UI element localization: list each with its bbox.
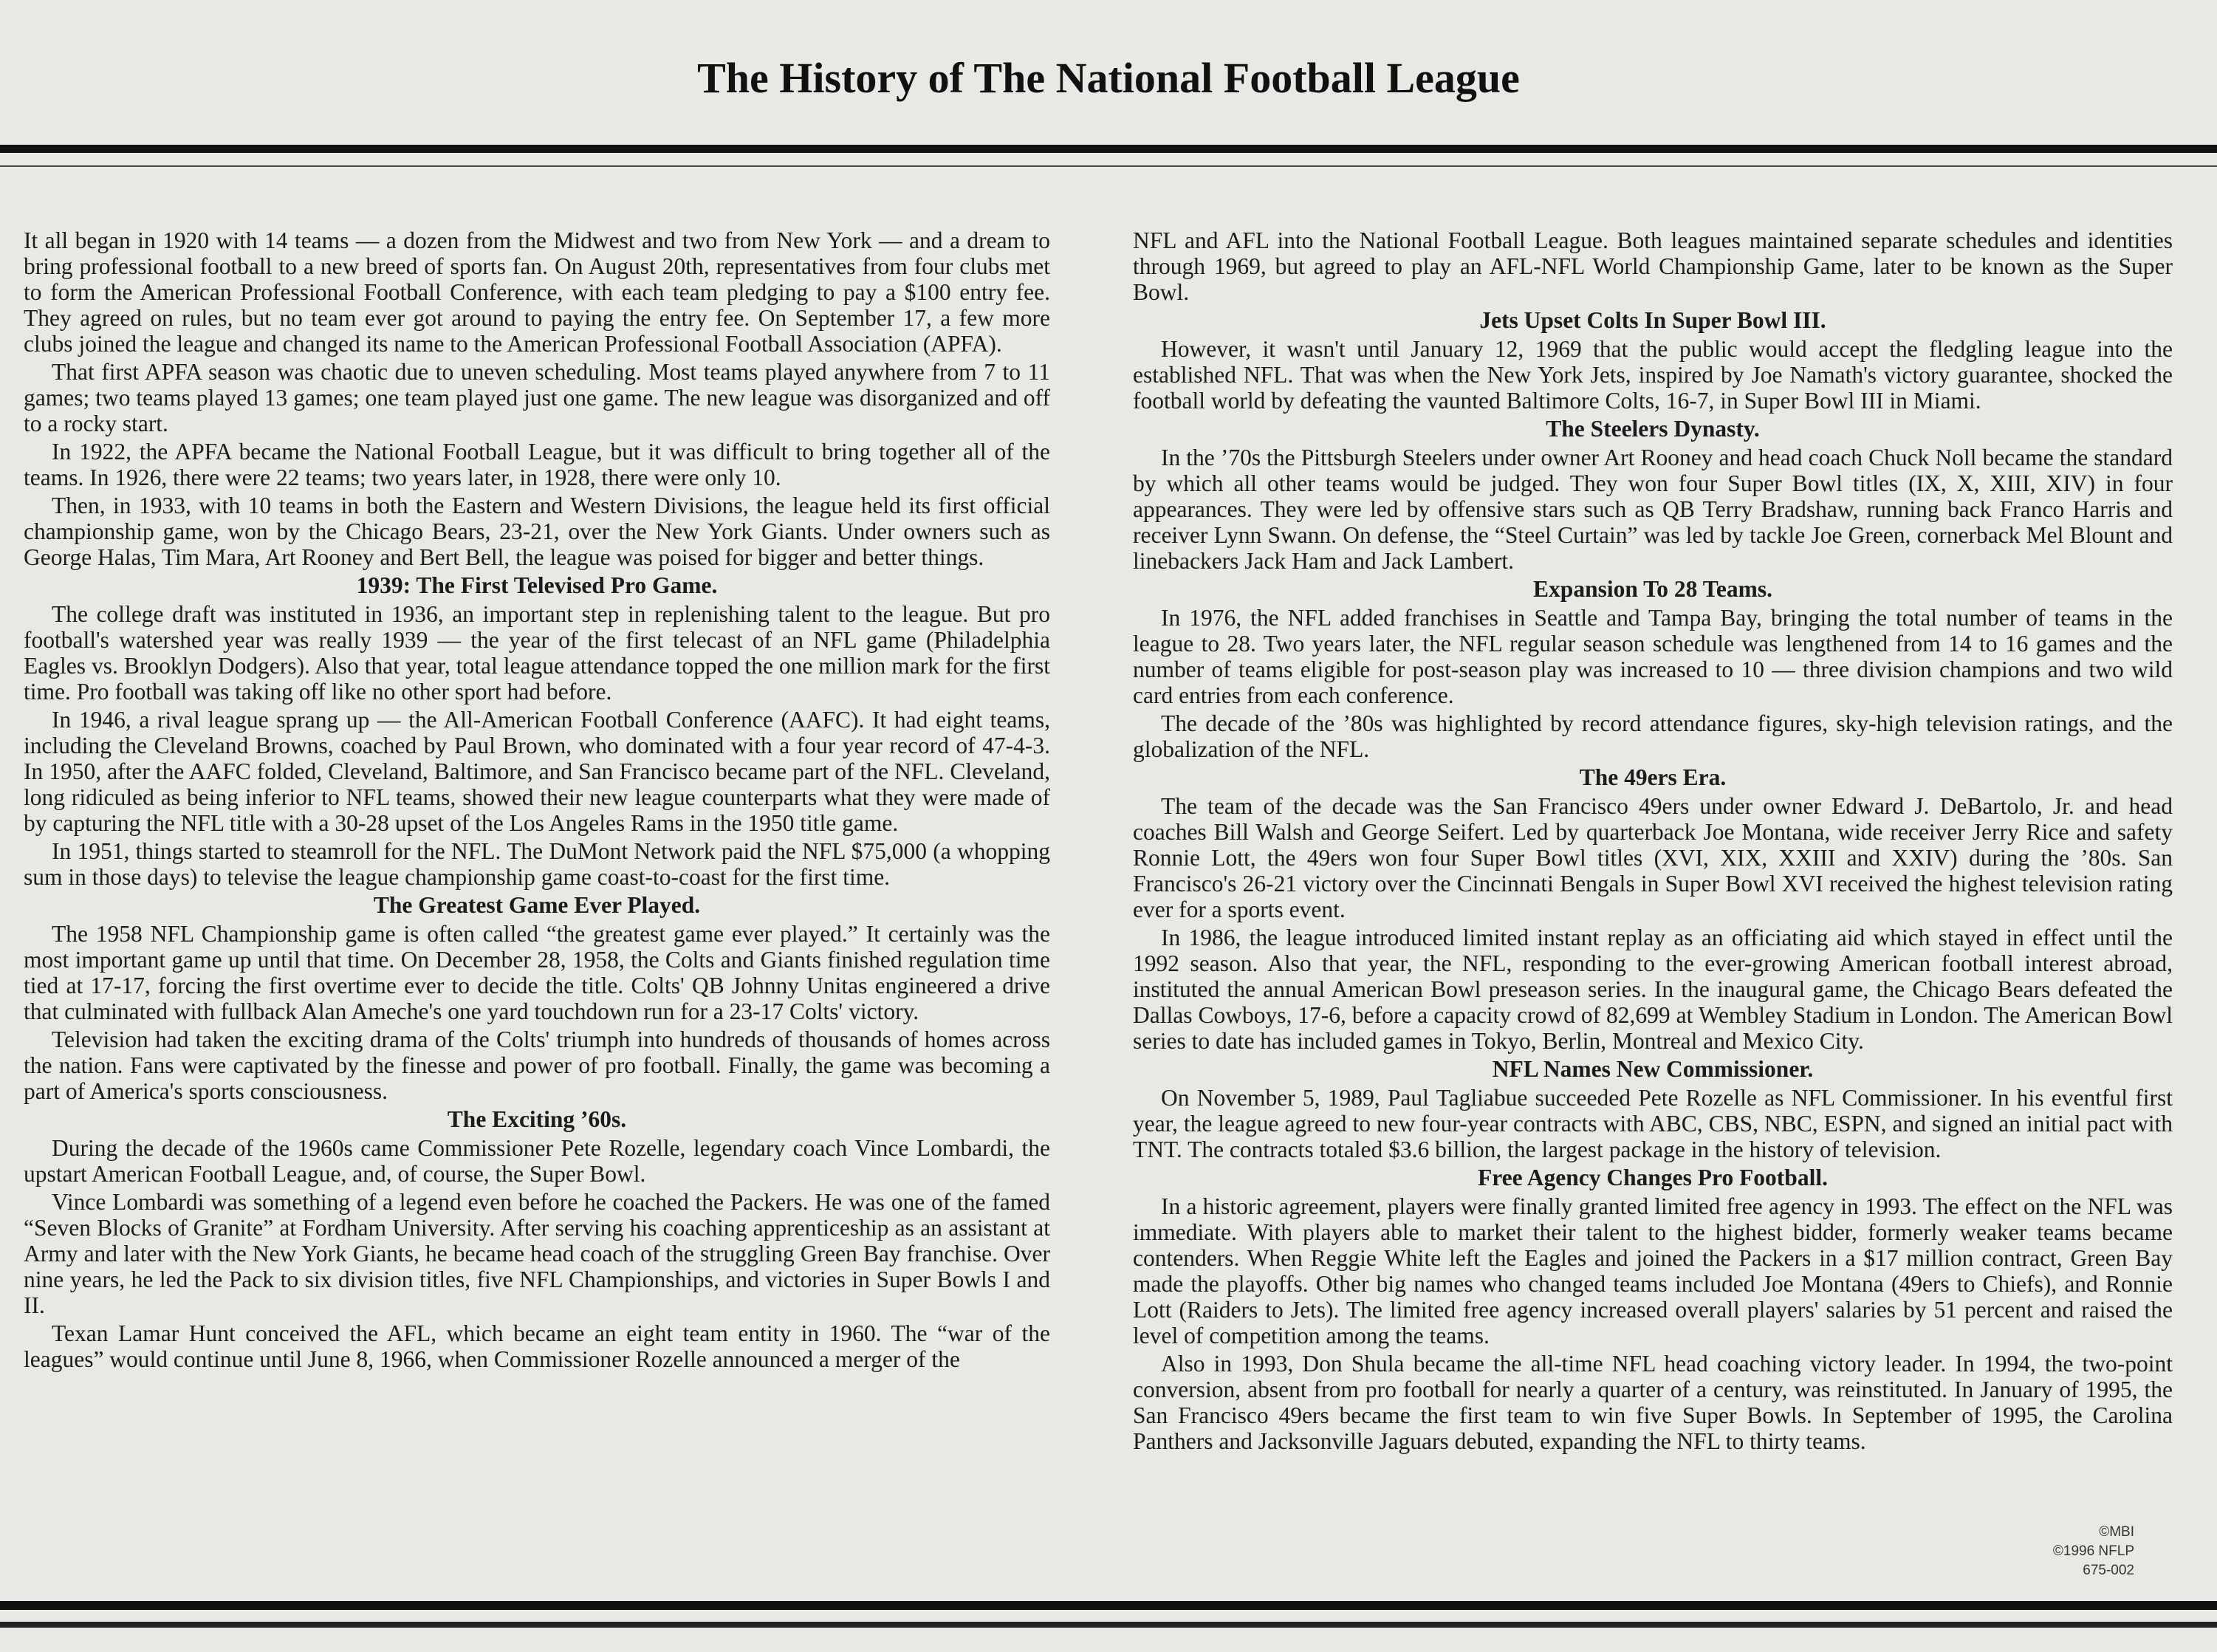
paragraph: Texan Lamar Hunt conceived the AFL, which became an eight team entity in 1960. The “war of the leagues” would continue until June 8, 1966, when Commissioner Rozelle announced a merger of the <box>24 1320 1050 1372</box>
section-heading: The Greatest Game Ever Played. <box>373 892 701 918</box>
section-heading: Expansion To 28 Teams. <box>1533 576 1772 602</box>
paragraph: On November 5, 1989, Paul Tagliabue succeeded Pete Rozelle as NFL Commissioner. In his eventful first year, the league agreed to new four-year contracts with ABC, CBS, NBC, ESPN, and signed an initial pact with TNT. The contracts totaled $3.6 billion, the largest package in the history of television. <box>1133 1085 2173 1162</box>
paragraph: NFL and AFL into the National Football League. Both leagues maintained separate schedules and identities through 1969, but agreed to play an AFL-NFL World Championship Game, later to be known as the Super Bowl. <box>1133 227 2173 305</box>
paragraph: Also in 1993, Don Shula became the all-time NFL head coaching victory leader. In 1994, the two-point conversion, absent from pro football for nearly a quarter of a century, was reinstituted. In January of 1995, the San Francisco 49ers became the first team to win five Super Bowls. In September of 1995, the Carolina Panthers and Jacksonville Jaguars debuted, expanding the NFL to thirty teams. <box>1133 1351 2173 1454</box>
paragraph: In a historic agreement, players were finally granted limited free agency in 1993. The effect on the NFL was immediate. With players able to market their talent to the highest bidder, formerly weaker teams became contenders. When Reggie White left the Eagles and joined the Packers in a $17 million contract, Green Bay made the playoffs. Other big names who changed teams included Joe Montana (49ers to Chiefs), and Ronnie Lott (Raiders to Jets). The limited free agency increased overall players' salaries by 51 percent and raised the level of competition among the teams. <box>1133 1193 2173 1348</box>
paragraph: However, it wasn't until January 12, 1969 that the public would accept the fledgling league into the established NFL. That was when the New York Jets, inspired by Joe Namath's victory guarantee, shocked the football world by defeating the vaunted Baltimore Colts, 16-7, in Super Bowl III in Miami. <box>1133 336 2173 414</box>
paragraph: The college draft was instituted in 1936, an important step in replenishing talent to the league. But pro football's watershed year was really 1939 — the year of the first telecast of an NFL game (Philadelphia Eagles vs. Brooklyn Dodgers). Also that year, total league attendance topped the one million mark for the first time. Pro football was taking off like no other sport had before. <box>24 601 1050 705</box>
right-column <box>1133 227 2173 1456</box>
top-rule <box>0 145 2217 153</box>
copyright-footer <box>2038 1523 2134 1580</box>
catalog-number: 675-002 <box>2083 1563 2134 1578</box>
paragraph: In 1951, things started to steamroll for the NFL. The DuMont Network paid the NFL $75,000 (a whopping sum in those days) to televise the league championship game coast-to-coast for the first time. <box>24 838 1050 890</box>
top-rule-thin <box>0 165 2217 167</box>
paragraph: The team of the decade was the San Francisco 49ers under owner Edward J. DeBartolo, Jr. and head coaches Bill Walsh and George Seifert. Led by quarterback Joe Montana, wide receiver Jerry Rice and safety Ronnie Lott, the 49ers won four Super Bowl titles (XVI, XIX, XXIII and XXIV) during the ’80s. San Francisco's 26-21 victory over the Cincinnati Bengals in Super Bowl XVI received the highest television rating ever for a sports event. <box>1133 793 2173 922</box>
section-heading: Jets Upset Colts In Super Bowl III. <box>1479 307 1826 333</box>
section-heading: 1939: The First Televised Pro Game. <box>356 572 718 598</box>
copyright-nflp: ©1996 NFLP <box>2052 1543 2134 1559</box>
paragraph: That first APFA season was chaotic due to uneven scheduling. Most teams played anywhere from 7 to 11 games; two teams played 13 games; one team played just one game. The new league was disorganized and off to a rocky start. <box>24 359 1050 436</box>
paragraph: Then, in 1933, with 10 teams in both the Eastern and Western Divisions, the league held its first official championship game, won by the Chicago Bears, 23-21, over the New York Giants. Under owners such as George Halas, Tim Mara, Art Rooney and Bert Bell, the league was poised for bigger and better things. <box>24 493 1050 570</box>
section-heading: NFL Names New Commissioner. <box>1492 1056 1814 1082</box>
section-heading: The Exciting ’60s. <box>447 1106 627 1132</box>
paragraph: Television had taken the exciting drama of the Colts' triumph into hundreds of thousands of homes across the nation. Fans were captivated by the finesse and power of pro football. Finally, the game was becoming a part of America's sports consciousness. <box>24 1026 1050 1104</box>
page-title: The History of The National Football League <box>697 54 1520 102</box>
paragraph: During the decade of the 1960s came Commissioner Pete Rozelle, legendary coach Vince Lombardi, the upstart American Football League, and, of course, the Super Bowl. <box>24 1135 1050 1187</box>
paragraph: It all began in 1920 with 14 teams — a dozen from the Midwest and two from New York — and a dream to bring professional football to a new breed of sports fan. On August 20th, representatives from four clubs met to form the American Professional Football Conference, with each team pledging to pay a $100 entry fee. They agreed on rules, but no team ever got around to paying the entry fee. On September 17, a few more clubs joined the league and changed its name to the American Professional Football Association (APFA). <box>24 227 1050 357</box>
paragraph: In 1946, a rival league sprang up — the All-American Football Conference (AAFC). It had eight teams, including the Cleveland Browns, coached by Paul Brown, who dominated with a four year record of 47-4-3. In 1950, after the AAFC folded, Cleveland, Baltimore, and San Francisco became part of the NFL. Cleveland, long ridiculed as being inferior to NFL teams, showed their new league counterparts what they were made of by capturing the NFL title with a 30-28 upset of the Los Angeles Rams in the 1950 title game. <box>24 707 1050 836</box>
paragraph: In 1976, the NFL added franchises in Seattle and Tampa Bay, bringing the total number of teams in the league to 28. Two years later, the NFL regular season schedule was lengthened from 14 to 16 games and the number of teams eligible for post-season play was increased to 10 — three division champions and two wild card entries from each conference. <box>1133 605 2173 708</box>
paragraph: The 1958 NFL Championship game is often called “the greatest game ever played.” It certainly was the most important game up until that time. On December 28, 1958, the Colts and Giants finished regulation time tied at 17-17, forcing the first overtime ever to decide the title. Colts' QB Johnny Unitas engineered a drive that culminated with fullback Alan Ameche's one yard touchdown run for a 23-17 Colts' victory. <box>24 921 1050 1024</box>
section-heading: The Steelers Dynasty. <box>1546 416 1760 442</box>
left-column <box>24 227 1050 1374</box>
copyright-mbi: ©MBI <box>2099 1524 2134 1540</box>
paragraph: The decade of the ’80s was highlighted by record attendance figures, sky-high television ratings, and the globalization of the NFL. <box>1133 710 2173 762</box>
section-heading: The 49ers Era. <box>1579 764 1727 790</box>
paragraph: In 1922, the APFA became the National Football League, but it was difficult to bring together all of the teams. In 1926, there were 22 teams; two years later, in 1928, there were only 10. <box>24 439 1050 490</box>
paragraph: In the ’70s the Pittsburgh Steelers under owner Art Rooney and head coach Chuck Noll became the standard by which all other teams would be judged. They won four Super Bowl titles (IX, X, XIII, XIV) in four appearances. They were led by offensive stars such as QB Terry Bradshaw, running back Franco Harris and receiver Lynn Swann. On defense, the “Steel Curtain” was led by tackle Joe Green, cornerback Mel Blount and linebackers Jack Ham and Jack Lambert. <box>1133 445 2173 574</box>
bottom-rule <box>0 1601 2217 1610</box>
section-heading: Free Agency Changes Pro Football. <box>1478 1165 1828 1190</box>
paragraph: In 1986, the league introduced limited instant replay as an officiating aid which stayed in effect until the 1992 season. Also that year, the NFL, responding to the ever-growing American football interest abroad, instituted the annual American Bowl preseason series. In the inaugural game, the Chicago Bears defeated the Dallas Cowboys, 17-6, before a capacity crowd of 82,699 at Wembley Stadium in London. The American Bowl series to date has included games in Tokyo, Berlin, Montreal and Mexico City. <box>1133 925 2173 1054</box>
bottom-rule-2 <box>0 1622 2217 1628</box>
paragraph: Vince Lombardi was something of a legend even before he coached the Packers. He was one of the famed “Seven Blocks of Granite” at Fordham University. After serving his coaching apprenticeship as an assistant at Army and later with the New York Giants, he became head coach of the struggling Green Bay franchise. Over nine years, he led the Pack to six division titles, five NFL Championships, and victories in Super Bowls I and II. <box>24 1189 1050 1318</box>
